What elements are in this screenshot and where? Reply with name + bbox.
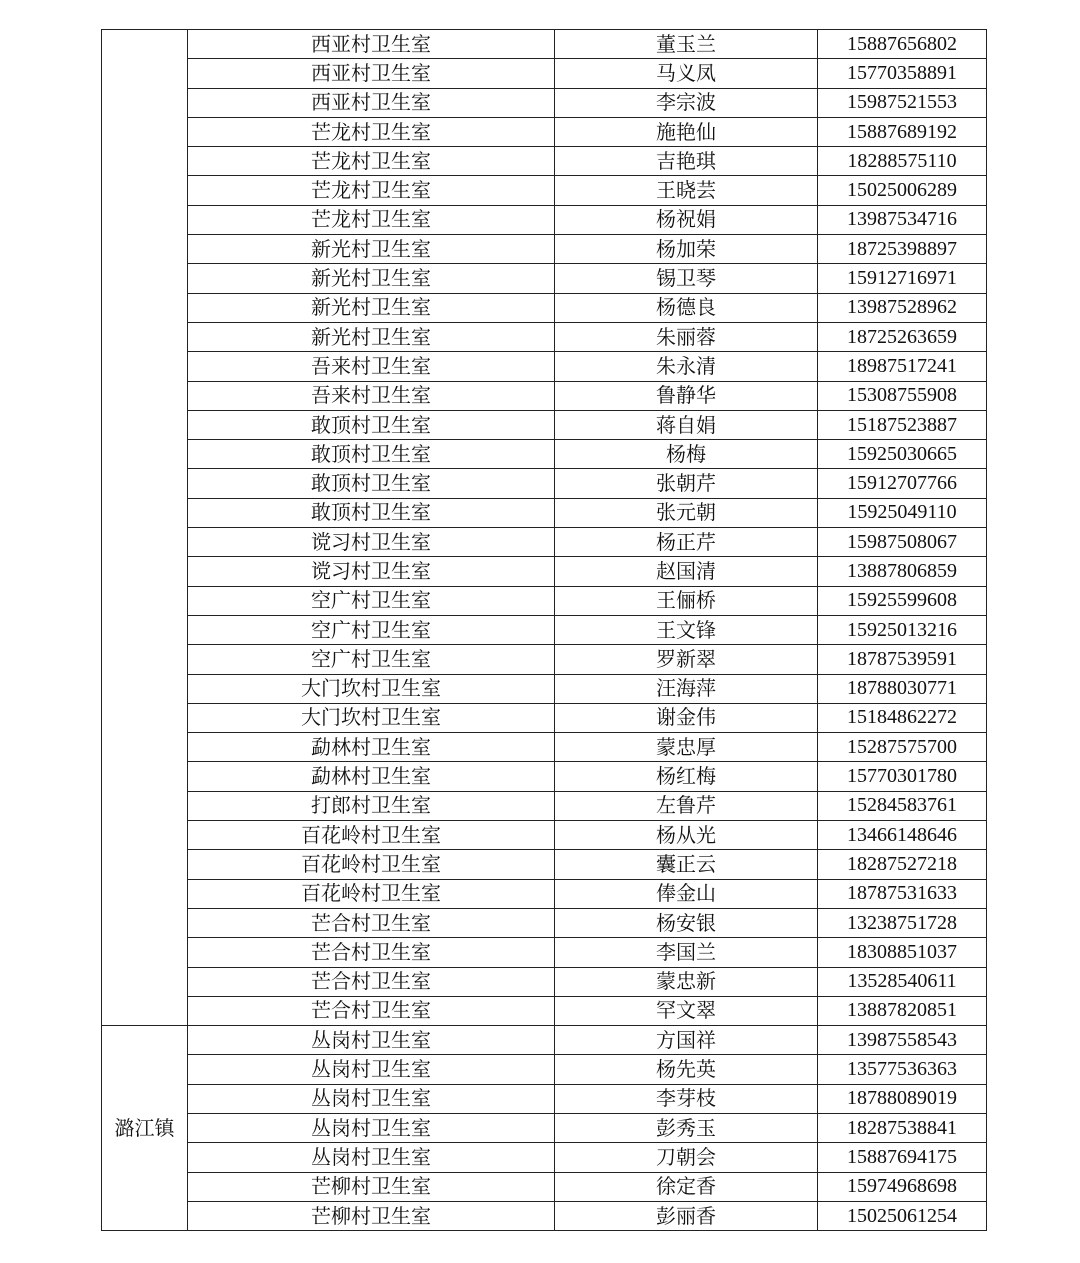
doctor-name-cell: 蒙忠新 — [555, 967, 818, 996]
phone-cell: 15187523887 — [818, 410, 987, 439]
table-row — [102, 821, 987, 850]
phone-cell: 15025006289 — [818, 176, 987, 205]
doctor-name-cell: 朱丽蓉 — [555, 322, 818, 351]
clinic-cell: 芒龙村卫生室 — [188, 147, 555, 176]
phone-cell: 13238751728 — [818, 908, 987, 937]
phone-cell: 13887820851 — [818, 996, 987, 1025]
doctor-name-cell: 囊正云 — [555, 850, 818, 879]
phone-cell: 15925013216 — [818, 615, 987, 644]
table-row — [102, 703, 987, 732]
doctor-name-cell: 张元朝 — [555, 498, 818, 527]
table-row — [102, 1113, 987, 1142]
doctor-name-cell: 施艳仙 — [555, 117, 818, 146]
table-row — [102, 879, 987, 908]
contact-table-container — [101, 29, 986, 1231]
clinic-cell: 新光村卫生室 — [188, 264, 555, 293]
doctor-name-cell: 杨加荣 — [555, 235, 818, 264]
clinic-cell: 芒合村卫生室 — [188, 967, 555, 996]
phone-cell: 18987517241 — [818, 352, 987, 381]
clinic-cell: 谠习村卫生室 — [188, 528, 555, 557]
phone-cell: 15925030665 — [818, 440, 987, 469]
phone-cell: 15308755908 — [818, 381, 987, 410]
phone-cell: 13528540611 — [818, 967, 987, 996]
doctor-name-cell: 朱永清 — [555, 352, 818, 381]
table-row — [102, 1055, 987, 1084]
phone-cell: 15912707766 — [818, 469, 987, 498]
table-row — [102, 938, 987, 967]
doctor-name-cell: 王文锋 — [555, 615, 818, 644]
phone-cell: 13577536363 — [818, 1055, 987, 1084]
phone-cell: 15974968698 — [818, 1172, 987, 1201]
table-row — [102, 469, 987, 498]
table-row — [102, 791, 987, 820]
clinic-cell: 新光村卫生室 — [188, 322, 555, 351]
clinic-cell: 西亚村卫生室 — [188, 88, 555, 117]
clinic-cell: 吾来村卫生室 — [188, 352, 555, 381]
doctor-name-cell: 李芽枝 — [555, 1084, 818, 1113]
phone-cell: 13466148646 — [818, 821, 987, 850]
clinic-cell: 新光村卫生室 — [188, 293, 555, 322]
clinic-cell: 西亚村卫生室 — [188, 30, 555, 59]
clinic-cell: 丛岗村卫生室 — [188, 1143, 555, 1172]
table-row — [102, 733, 987, 762]
table-row — [102, 1026, 987, 1055]
clinic-cell: 丛岗村卫生室 — [188, 1113, 555, 1142]
doctor-name-cell: 彭丽香 — [555, 1201, 818, 1230]
table-row — [102, 1084, 987, 1113]
phone-cell: 15025061254 — [818, 1201, 987, 1230]
table-row — [102, 996, 987, 1025]
clinic-cell: 敢顶村卫生室 — [188, 469, 555, 498]
phone-cell: 15770358891 — [818, 59, 987, 88]
doctor-name-cell: 杨祝娟 — [555, 205, 818, 234]
clinic-cell: 芒龙村卫生室 — [188, 205, 555, 234]
table-row — [102, 59, 987, 88]
table-row — [102, 1201, 987, 1230]
phone-cell: 15912716971 — [818, 264, 987, 293]
doctor-name-cell: 谢金伟 — [555, 703, 818, 732]
phone-cell: 15184862272 — [818, 703, 987, 732]
phone-cell: 15925599608 — [818, 586, 987, 615]
table-row — [102, 967, 987, 996]
doctor-name-cell: 俸金山 — [555, 879, 818, 908]
clinic-cell: 敢顶村卫生室 — [188, 440, 555, 469]
doctor-name-cell: 李国兰 — [555, 938, 818, 967]
doctor-name-cell: 汪海萍 — [555, 674, 818, 703]
clinic-cell: 空广村卫生室 — [188, 615, 555, 644]
table-row — [102, 645, 987, 674]
clinic-cell: 丛岗村卫生室 — [188, 1055, 555, 1084]
doctor-name-cell: 杨先英 — [555, 1055, 818, 1084]
phone-cell: 18287527218 — [818, 850, 987, 879]
doctor-name-cell: 蒙忠厚 — [555, 733, 818, 762]
clinic-cell: 芒合村卫生室 — [188, 908, 555, 937]
table-row — [102, 440, 987, 469]
clinic-cell: 谠习村卫生室 — [188, 557, 555, 586]
town-cell — [102, 30, 188, 1026]
phone-cell: 15987521553 — [818, 88, 987, 117]
doctor-name-cell: 徐定香 — [555, 1172, 818, 1201]
clinic-cell: 芒龙村卫生室 — [188, 176, 555, 205]
doctor-name-cell: 罗新翠 — [555, 645, 818, 674]
table-row — [102, 762, 987, 791]
table-row — [102, 117, 987, 146]
table-row — [102, 586, 987, 615]
clinic-cell: 芒龙村卫生室 — [188, 117, 555, 146]
clinic-cell: 芒柳村卫生室 — [188, 1201, 555, 1230]
table-body — [102, 30, 987, 1231]
doctor-name-cell: 王俪桥 — [555, 586, 818, 615]
table-row — [102, 381, 987, 410]
clinic-cell: 空广村卫生室 — [188, 645, 555, 674]
phone-cell: 18308851037 — [818, 938, 987, 967]
clinic-cell: 勐林村卫生室 — [188, 762, 555, 791]
doctor-name-cell: 吉艳琪 — [555, 147, 818, 176]
phone-cell: 15987508067 — [818, 528, 987, 557]
doctor-name-cell: 张朝芹 — [555, 469, 818, 498]
phone-cell: 18788089019 — [818, 1084, 987, 1113]
clinic-cell: 丛岗村卫生室 — [188, 1084, 555, 1113]
doctor-name-cell: 刀朝会 — [555, 1143, 818, 1172]
phone-cell: 18725398897 — [818, 235, 987, 264]
clinic-cell: 打郎村卫生室 — [188, 791, 555, 820]
table-row — [102, 615, 987, 644]
doctor-name-cell: 左鲁芹 — [555, 791, 818, 820]
table-row — [102, 1143, 987, 1172]
table-row — [102, 88, 987, 117]
table-row — [102, 410, 987, 439]
clinic-cell: 勐林村卫生室 — [188, 733, 555, 762]
doctor-name-cell: 蒋自娟 — [555, 410, 818, 439]
phone-cell: 15770301780 — [818, 762, 987, 791]
town-cell: 潞江镇 — [102, 1026, 188, 1231]
doctor-name-cell: 锡卫琴 — [555, 264, 818, 293]
table-row — [102, 850, 987, 879]
phone-cell: 13987528962 — [818, 293, 987, 322]
table-row — [102, 1172, 987, 1201]
doctor-name-cell: 李宗波 — [555, 88, 818, 117]
clinic-cell: 空广村卫生室 — [188, 586, 555, 615]
phone-cell: 15887689192 — [818, 117, 987, 146]
doctor-name-cell: 杨安银 — [555, 908, 818, 937]
phone-cell: 15287575700 — [818, 733, 987, 762]
doctor-name-cell: 赵国清 — [555, 557, 818, 586]
table-row — [102, 30, 987, 59]
doctor-name-cell: 马义凤 — [555, 59, 818, 88]
clinic-cell: 大门坎村卫生室 — [188, 703, 555, 732]
table-row — [102, 908, 987, 937]
doctor-name-cell: 彭秀玉 — [555, 1113, 818, 1142]
doctor-name-cell: 董玉兰 — [555, 30, 818, 59]
phone-cell: 13987558543 — [818, 1026, 987, 1055]
phone-cell: 18288575110 — [818, 147, 987, 176]
phone-cell: 18287538841 — [818, 1113, 987, 1142]
clinic-cell: 敢顶村卫生室 — [188, 410, 555, 439]
doctor-name-cell: 鲁静华 — [555, 381, 818, 410]
clinic-cell: 芒合村卫生室 — [188, 996, 555, 1025]
doctor-name-cell: 杨德良 — [555, 293, 818, 322]
phone-cell: 15925049110 — [818, 498, 987, 527]
table-row — [102, 498, 987, 527]
clinic-cell: 百花岭村卫生室 — [188, 821, 555, 850]
clinic-cell: 丛岗村卫生室 — [188, 1026, 555, 1055]
table-row — [102, 557, 987, 586]
phone-cell: 13887806859 — [818, 557, 987, 586]
doctor-name-cell: 杨从光 — [555, 821, 818, 850]
clinic-cell: 吾来村卫生室 — [188, 381, 555, 410]
clinic-cell: 百花岭村卫生室 — [188, 850, 555, 879]
clinic-cell: 芒合村卫生室 — [188, 938, 555, 967]
clinic-cell: 大门坎村卫生室 — [188, 674, 555, 703]
phone-cell: 18788030771 — [818, 674, 987, 703]
doctor-name-cell: 杨红梅 — [555, 762, 818, 791]
phone-cell: 15887694175 — [818, 1143, 987, 1172]
table-row — [102, 293, 987, 322]
phone-cell: 18725263659 — [818, 322, 987, 351]
clinic-contact-table — [101, 29, 987, 1231]
phone-cell: 13987534716 — [818, 205, 987, 234]
table-row — [102, 235, 987, 264]
phone-cell: 18787539591 — [818, 645, 987, 674]
table-row — [102, 528, 987, 557]
doctor-name-cell: 方国祥 — [555, 1026, 818, 1055]
clinic-cell: 芒柳村卫生室 — [188, 1172, 555, 1201]
table-row — [102, 322, 987, 351]
phone-cell: 15284583761 — [818, 791, 987, 820]
doctor-name-cell: 杨正芹 — [555, 528, 818, 557]
table-row — [102, 205, 987, 234]
table-row — [102, 674, 987, 703]
table-row — [102, 352, 987, 381]
phone-cell: 18787531633 — [818, 879, 987, 908]
clinic-cell: 西亚村卫生室 — [188, 59, 555, 88]
clinic-cell: 新光村卫生室 — [188, 235, 555, 264]
doctor-name-cell: 杨梅 — [555, 440, 818, 469]
clinic-cell: 敢顶村卫生室 — [188, 498, 555, 527]
clinic-cell: 百花岭村卫生室 — [188, 879, 555, 908]
table-row — [102, 147, 987, 176]
phone-cell: 15887656802 — [818, 30, 987, 59]
table-row — [102, 176, 987, 205]
doctor-name-cell: 罕文翠 — [555, 996, 818, 1025]
doctor-name-cell: 王晓芸 — [555, 176, 818, 205]
table-row — [102, 264, 987, 293]
